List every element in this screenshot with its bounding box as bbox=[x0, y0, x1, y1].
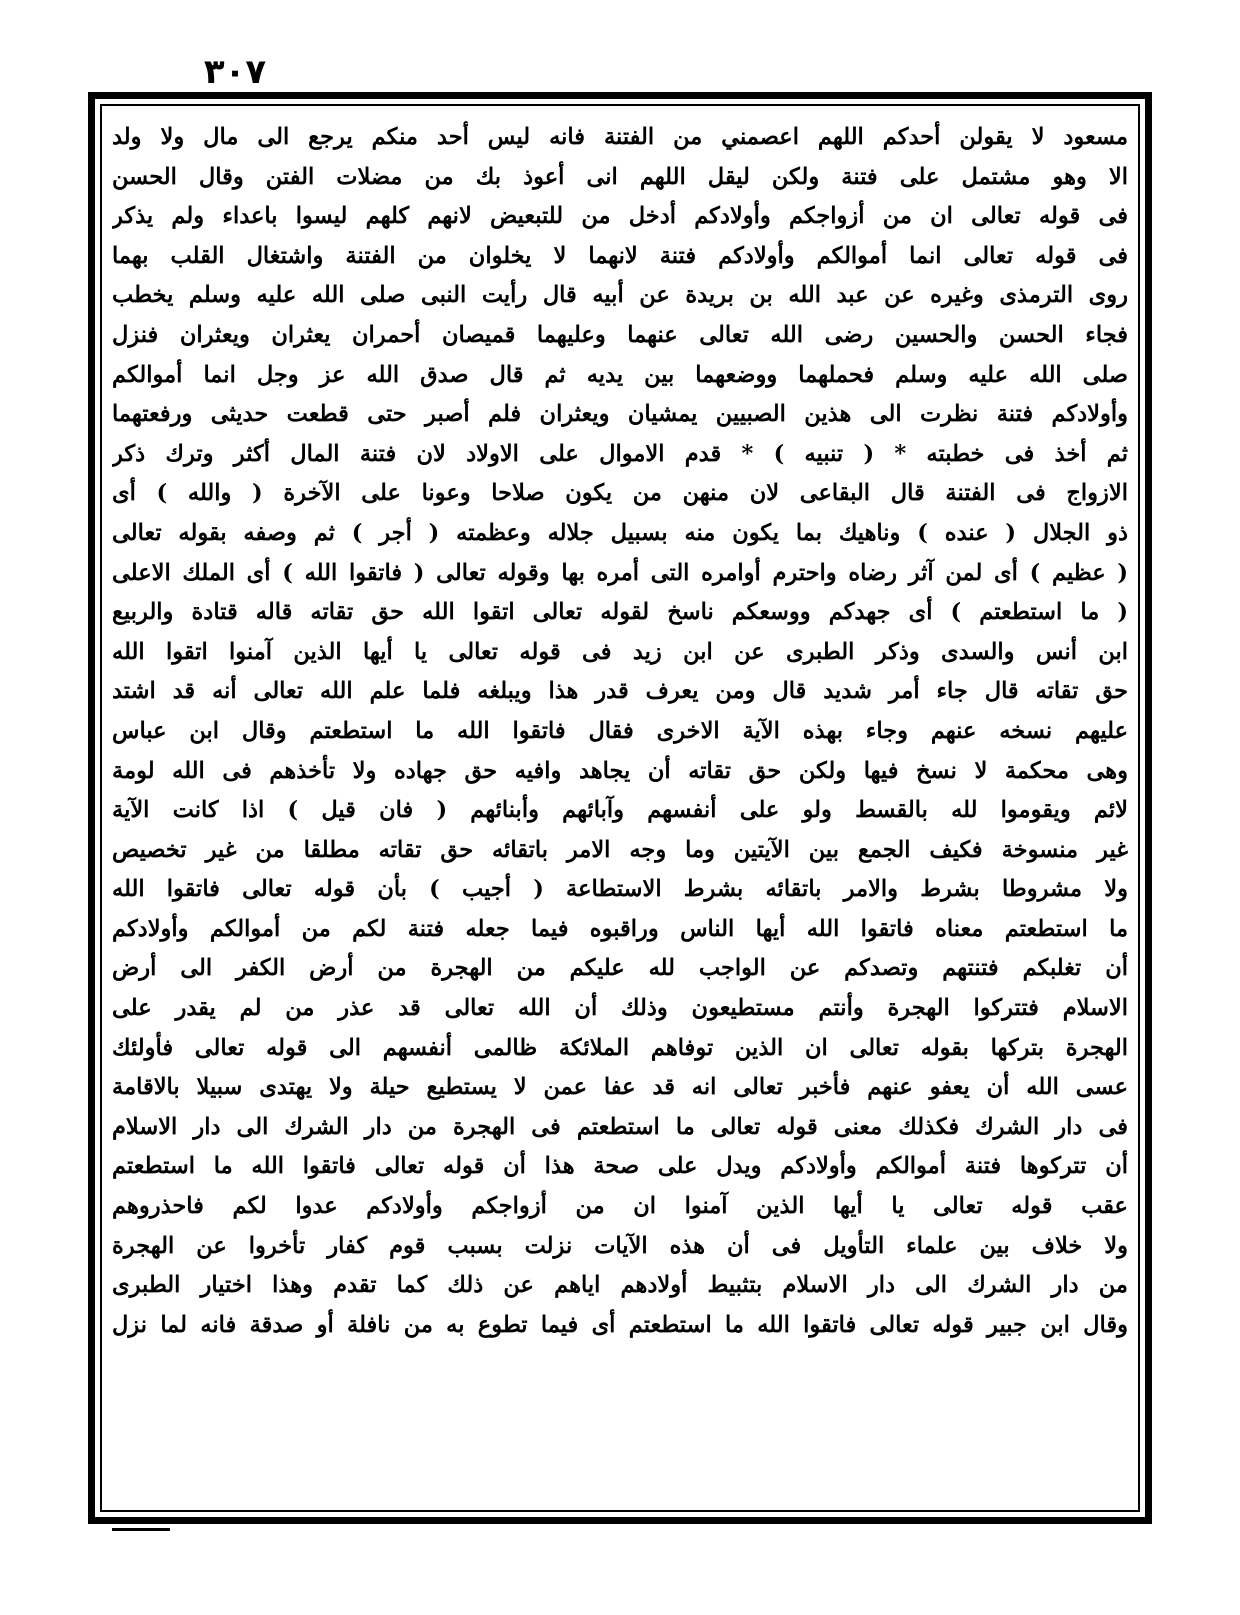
text-line: فى قوله تعالى ان من أزواجكم وأولادكم أدخل من للتبعيض لانهم كلهم ليسوا باعداء ولم يذكر bbox=[112, 203, 1128, 230]
text-line: مسعود لا يقولن أحدكم اللهم اعصمني من الفتنة فانه ليس أحد منكم يرجع الى مال ولا ولد bbox=[112, 124, 1128, 150]
text-line: حق تقاته قال جاء أمر شديد قال ومن يعرف قدر هذا ويبلغه فلما علم الله تعالى أنه قد اشتد bbox=[112, 678, 1128, 705]
footer-rule bbox=[112, 1528, 170, 1531]
text-line: الاسلام فتتركوا الهجرة وأنتم مستطيعون وذلك أن الله تعالى قد عذر من لم يقدر على bbox=[112, 995, 1128, 1022]
text-line: الا وهو مشتمل على فتنة ولكن ليقل اللهم انى أعوذ بك من مضلات الفتن وقال الحسن bbox=[112, 163, 1128, 190]
text-line: ما استطعتم معناه فاتقوا الله أيها الناس وراقبوه فيما جعله فتنة لكم من أموالكم وأولادكم bbox=[112, 915, 1128, 942]
text-line: الهجرة بتركها بقوله تعالى ان الذين توفاهم الملائكة ظالمى أنفسهم الى قوله تعالى فأولئك bbox=[112, 1034, 1128, 1061]
text-line: لائم ويقوموا لله بالقسط ولو على أنفسهم وآبائهم وأبنائهم ( فان قيل ) اذا كانت الآية bbox=[112, 797, 1128, 824]
text-line: ابن أنس والسدى وذكر الطبرى عن ابن زيد فى قوله تعالى يا أيها الذين آمنوا اتقوا الله bbox=[112, 638, 1128, 665]
text-line: فى دار الشرك فكذلك معنى قوله تعالى ما استطعتم فى الهجرة من دار الشرك الى دار الاسلام bbox=[112, 1113, 1128, 1140]
text-line: فجاء الحسن والحسين رضى الله تعالى عنهما وعليهما قميصان أحمران يعثران ويعثران فنزل bbox=[112, 321, 1128, 348]
body-text bbox=[112, 118, 1128, 1508]
text-line: وهى محكمة لا نسخ فيها ولكن حق تقاته أن يجاهد وافيه حق جهاده ولا تأخذهم فى الله لومة bbox=[112, 757, 1128, 784]
text-line: ولا مشروطا بشرط والامر باتقائه بشرط الاستطاعة ( أجيب ) بأن قوله تعالى فاتقوا الله bbox=[112, 876, 1128, 903]
text-line: وقال ابن جبير قوله تعالى فاتقوا الله ما استطعتم أى فيما تطوع به من نافلة أو صدقة فانه لما نزل bbox=[112, 1311, 1128, 1338]
text-line: غير منسوخة فكيف الجمع بين الآيتين وما وجه الامر باتقائه حق تقاته مطلقا من غير تخصيص bbox=[112, 836, 1128, 863]
text-line: عقب قوله تعالى يا أيها الذين آمنوا ان من أزواجكم وأولادكم عدوا لكم فاحذروهم bbox=[112, 1193, 1128, 1220]
text-line: صلى الله عليه وسلم فحملهما ووضعهما بين يديه ثم قال صدق الله عز وجل انما أموالكم bbox=[112, 361, 1128, 388]
text-line: روى الترمذى وغيره عن عبد الله بن بريدة عن أبيه قال رأيت النبى صلى الله عليه وسلم يخطب bbox=[112, 282, 1128, 309]
text-line: عليهم نسخه عنهم وجاء بهذه الآية الاخرى فقال فاتقوا الله ما استطعتم وقال ابن عباس bbox=[112, 717, 1128, 744]
text-line: ولا خلاف بين علماء التأويل فى أن هذه الآيات نزلت بسبب قوم كفار تأخروا عن الهجرة bbox=[112, 1232, 1128, 1259]
text-line: ( عظيم ) أى لمن آثر رضاه واحترم أوامره التى أمره بها وقوله تعالى ( فاتقوا الله ) أى الملك الاعلى bbox=[112, 559, 1128, 586]
text-line: أن تغلبكم فتنتهم وتصدكم عن الواجب لله عليكم من الهجرة من أرض الكفر الى أرض bbox=[112, 955, 1128, 982]
text-line: ( ما استطعتم ) أى جهدكم ووسعكم ناسخ لقوله تعالى اتقوا الله حق تقاته قاله قتادة والربيع bbox=[112, 599, 1128, 626]
text-line: الازواج فى الفتنة قال البقاعى لان منهن من يكون صلاحا وعونا على الآخرة ( والله ) أى bbox=[112, 480, 1128, 507]
text-line: ثم أخذ فى خطبته * ( تنبيه ) * قدم الاموال على الاولاد لان فتنة المال أكثر وترك ذكر bbox=[112, 440, 1128, 467]
text-line: فى قوله تعالى انما أموالكم وأولادكم فتنة لانهما لا يخلوان من الفتنة واشتغال القلب بهما bbox=[112, 242, 1128, 269]
page-number: ٣٠٧ bbox=[203, 52, 267, 92]
text-line: عسى الله أن يعفو عنهم فأخبر تعالى انه قد عفا عمن لا يستطيع حيلة ولا يهتدى سبيلا بالاقامة bbox=[112, 1074, 1128, 1101]
text-line: ذو الجلال ( عنده ) وناهيك بما يكون منه بسبيل جلاله وعظمته ( أجر ) ثم وصفه بقوله تعالى bbox=[112, 519, 1128, 546]
text-line: وأولادكم فتنة نظرت الى هذين الصبيين يمشيان ويعثران فلم أصبر حتى قطعت حديثى ورفعتهما bbox=[112, 401, 1128, 428]
text-line: من دار الشرك الى دار الاسلام بتثبيط أولادهم اياهم عن ذلك كما تقدم وهذا اختيار الطبرى bbox=[112, 1272, 1128, 1299]
text-line: أن تتركوها فتنة أموالكم وأولادكم ويدل على صحة هذا أن قوله تعالى فاتقوا الله ما استطعتم bbox=[112, 1153, 1128, 1180]
